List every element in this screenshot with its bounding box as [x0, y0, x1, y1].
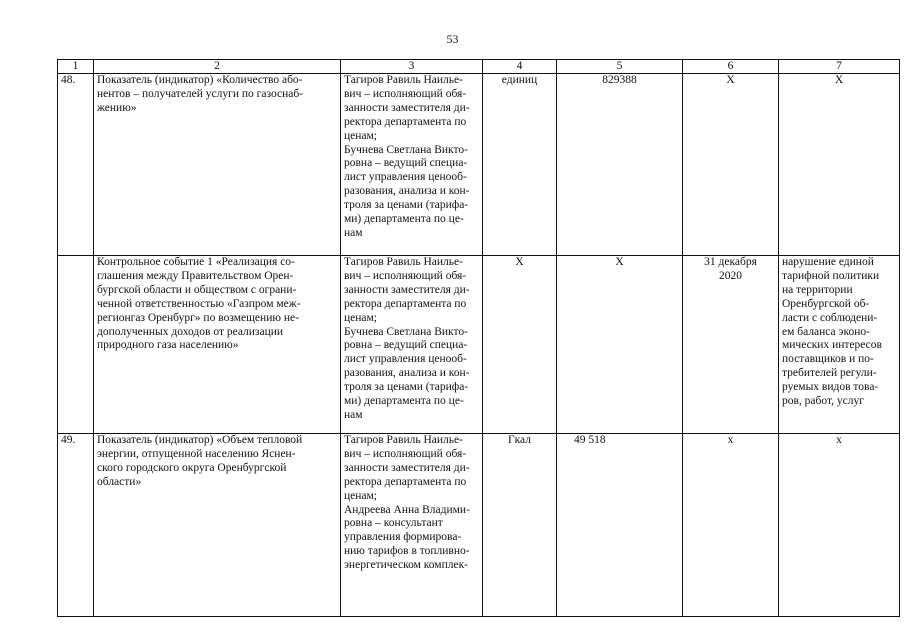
- table-row: [58, 434, 900, 617]
- column-header: 5: [557, 60, 683, 74]
- column-header: 6: [683, 60, 779, 74]
- row-risk: х: [779, 434, 900, 617]
- column-header: 2: [94, 60, 341, 74]
- row-name: Показатель (индикатор) «Объем тепловой энергии, отпущенной населению Яснен- ского городского округа Оренбургской области»: [94, 434, 341, 617]
- page-number: 53: [446, 32, 459, 46]
- row-number: 48.: [58, 74, 94, 256]
- row-deadline: Х: [683, 74, 779, 256]
- row-unit: Гкал: [483, 434, 557, 617]
- row-responsible: Тагиров Равиль Наилье- вич – исполняющий обя- занности заместителя ди- ректора департамента по ценам; Андреева Анна Владими- ровна – консультант управления формирова- нию тарифов в топливно- энергетическом комплек-: [341, 434, 483, 617]
- row-deadline: х: [683, 434, 779, 617]
- document-table: [57, 59, 900, 617]
- row-number: 49.: [58, 434, 94, 617]
- row-unit: единиц: [483, 74, 557, 256]
- row-risk: нарушение единой тарифной политики на территории Оренбургской об- ласти с соблюдени- ем баланса эконо- мических интересов поставщиков и по- требителей регули- руемых видов това- ров, работ, услуг: [779, 256, 900, 434]
- row-deadline: 31 декабря 2020: [683, 256, 779, 434]
- column-header: 4: [483, 60, 557, 74]
- row-name: Показатель (индикатор) «Количество або- нентов – получателей услуги по газоснаб- жению»: [94, 74, 341, 256]
- row-number: [58, 256, 94, 434]
- row-unit: Х: [483, 256, 557, 434]
- column-header: 3: [341, 60, 483, 74]
- column-header: 1: [58, 60, 94, 74]
- table-header-row: [58, 60, 900, 74]
- table-row: [58, 256, 900, 434]
- table-row: [58, 74, 900, 256]
- row-responsible: Тагиров Равиль Наилье- вич – исполняющий обя- занности заместителя ди- ректора департамента по ценам; Бучнева Светлана Викто- ровна – ведущий специа- лист управления ценооб- разования, анализа и кон- троля за ценами (тарифа- ми) департамента по це- нам: [341, 256, 483, 434]
- column-header: 7: [779, 60, 900, 74]
- row-value: 829388: [557, 74, 683, 256]
- row-value: Х: [557, 256, 683, 434]
- row-name: Контрольное событие 1 «Реализация со- глашения между Правительством Орен- бургской области и обществом с ограни- ченной ответственностью «Газпром меж- регионгаз Оренбург» по возмещению не- дополученных доходов от реализации природного газа населению»: [94, 256, 341, 434]
- row-value: 49 518: [557, 434, 683, 617]
- row-risk: Х: [779, 74, 900, 256]
- row-responsible: Тагиров Равиль Наилье- вич – исполняющий обя- занности заместителя ди- ректора департамента по ценам; Бучнева Светлана Викто- ровна – ведущий специа- лист управления ценооб- разования, анализа и кон- троля за ценами (тарифа- ми) департамента по це- нам: [341, 74, 483, 256]
